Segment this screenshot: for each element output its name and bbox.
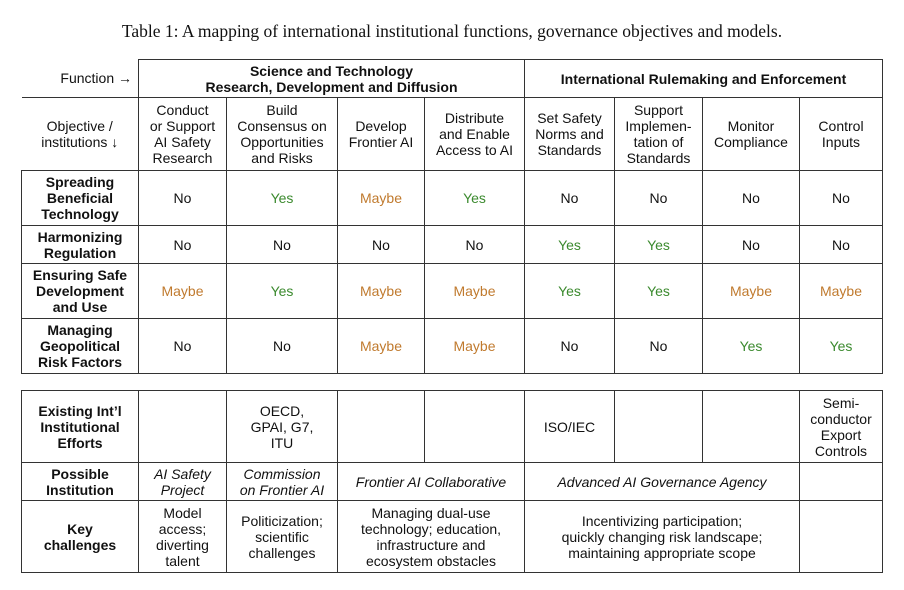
value-cell-maybe: Maybe	[139, 264, 227, 319]
value-cell-no: No	[139, 171, 227, 226]
value-cell-maybe: Maybe	[425, 264, 525, 319]
value-cell-no: No	[139, 319, 227, 374]
existing-efforts-label: Existing Int’l Institutional Efforts	[22, 391, 139, 463]
value-cell-no: No	[703, 171, 800, 226]
value-cell-yes: Yes	[525, 264, 615, 319]
value-cell-maybe: Maybe	[338, 319, 425, 374]
objective-label: Harmonizing Regulation	[22, 226, 139, 264]
institutions-table	[21, 390, 883, 573]
challenges-empty-cell	[800, 501, 883, 573]
value-cell-no: No	[615, 171, 703, 226]
objective-label: Spreading Beneficial Technology	[22, 171, 139, 226]
function-header: Support Implemen- tation of Standards	[615, 98, 703, 171]
existing-empty-cell	[615, 391, 703, 463]
value-cell-no: No	[227, 226, 338, 264]
function-header: Build Consensus on Opportunities and Risks	[227, 98, 338, 171]
existing-build-consensus: OECD, GPAI, G7, ITU	[227, 391, 338, 463]
existing-empty-cell	[139, 391, 227, 463]
value-cell-no: No	[800, 226, 883, 264]
value-cell-yes: Yes	[615, 264, 703, 319]
value-cell-maybe: Maybe	[425, 319, 525, 374]
possible-empty-cell	[800, 463, 883, 501]
value-cell-maybe: Maybe	[338, 171, 425, 226]
existing-control-inputs: Semi- conductor Export Controls	[800, 391, 883, 463]
value-cell-yes: Yes	[227, 264, 338, 319]
value-cell-maybe: Maybe	[703, 264, 800, 319]
function-header: Distribute and Enable Access to AI	[425, 98, 525, 171]
function-header: Develop Frontier AI	[338, 98, 425, 171]
function-header: Control Inputs	[800, 98, 883, 171]
function-objective-table	[21, 59, 883, 374]
value-cell-yes: Yes	[525, 226, 615, 264]
value-cell-no: No	[425, 226, 525, 264]
objective-rows	[22, 171, 883, 374]
value-cell-no: No	[338, 226, 425, 264]
function-header: Monitor Compliance	[703, 98, 800, 171]
value-cell-no: No	[227, 319, 338, 374]
value-cell-yes: Yes	[615, 226, 703, 264]
objective-row	[22, 171, 883, 226]
objective-row	[22, 264, 883, 319]
objective-row	[22, 226, 883, 264]
challenges-commission: Politicization; scientific challenges	[227, 501, 338, 573]
challenges-agency: Incentivizing participation; quickly changing risk landscape; maintaining appropriate scope	[525, 501, 800, 573]
value-cell-no: No	[615, 319, 703, 374]
value-cell-no: No	[525, 171, 615, 226]
value-cell-no: No	[139, 226, 227, 264]
value-cell-yes: Yes	[800, 319, 883, 374]
existing-empty-cell	[703, 391, 800, 463]
objective-label: Managing Geopolitical Risk Factors	[22, 319, 139, 374]
value-cell-yes: Yes	[425, 171, 525, 226]
possible-institution-label: Possible Institution	[22, 463, 139, 501]
existing-set-norms: ISO/IEC	[525, 391, 615, 463]
value-cell-maybe: Maybe	[800, 264, 883, 319]
key-challenges-label: Key challenges	[22, 501, 139, 573]
objective-label: Ensuring Safe Development and Use	[22, 264, 139, 319]
value-cell-yes: Yes	[227, 171, 338, 226]
value-cell-no: No	[703, 226, 800, 264]
existing-empty-cell	[425, 391, 525, 463]
function-header: Conduct or Support AI Safety Research	[139, 98, 227, 171]
challenges-collaborative: Managing dual-use technology; education, infrastructure and ecosystem obstacles	[338, 501, 525, 573]
possible-agency: Advanced AI Governance Agency	[525, 463, 800, 501]
value-cell-no: No	[800, 171, 883, 226]
function-header: Set Safety Norms and Standards	[525, 98, 615, 171]
possible-collaborative: Frontier AI Collaborative	[338, 463, 525, 501]
value-cell-yes: Yes	[703, 319, 800, 374]
existing-empty-cell	[338, 391, 425, 463]
objective-row	[22, 319, 883, 374]
objective-axis-label: Objective / institutions ↓	[22, 98, 139, 171]
possible-commission: Commission on Frontier AI	[227, 463, 338, 501]
group-rulemaking-enforcement: International Rulemaking and Enforcement	[525, 60, 883, 98]
function-axis-label: Function →	[22, 60, 139, 98]
group-science-technology: Science and Technology Research, Development and Diffusion	[139, 60, 525, 98]
value-cell-no: No	[525, 319, 615, 374]
possible-ai-safety-project: AI Safety Project	[139, 463, 227, 501]
challenges-safety-project: Model access; diverting talent	[139, 501, 227, 573]
table-caption: Table 1: A mapping of international institutional functions, governance objectives and models.	[121, 21, 783, 41]
value-cell-maybe: Maybe	[338, 264, 425, 319]
